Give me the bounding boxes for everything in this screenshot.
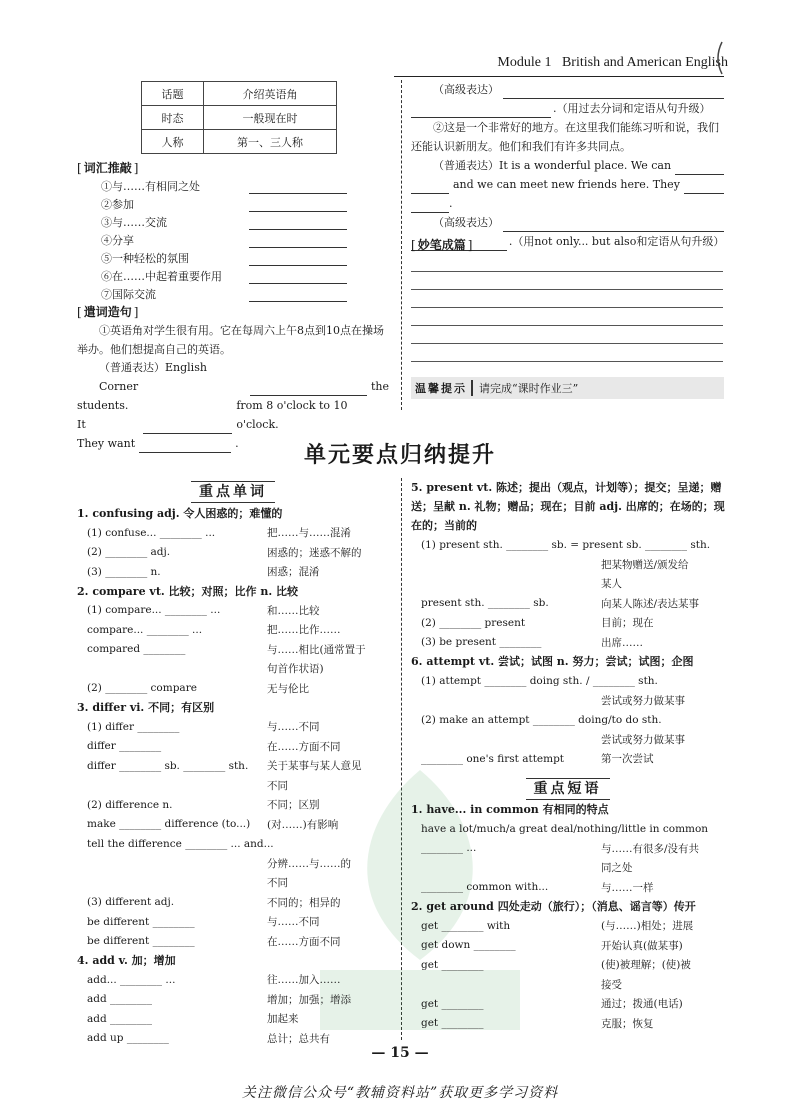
list-item: ⑥在……中起着重要作用	[101, 266, 351, 284]
list-item	[411, 671, 727, 691]
answer-blank[interactable]	[411, 184, 449, 194]
list-item: ④分享	[101, 230, 351, 248]
writing-line[interactable]	[411, 290, 723, 308]
key-phrases-heading: 重点短语	[411, 778, 724, 798]
list-item	[77, 815, 397, 835]
entry-english: ________ ...	[421, 842, 477, 855]
entry-chinese: 往……加入……	[267, 974, 341, 987]
list-item: ③与……交流	[101, 212, 351, 230]
entry-head: 3. differ vi. 不同；有区别	[77, 701, 215, 714]
table-cell: 一般现在时	[204, 106, 337, 130]
entry-english: (2) ________ compare	[87, 682, 197, 695]
entry-english: (2) ________ adj.	[87, 546, 171, 559]
list-item	[77, 523, 397, 543]
entry-chinese: 把……比作……	[267, 624, 341, 637]
entry-chinese: 与……一样	[601, 881, 654, 894]
answer-blank[interactable]	[249, 256, 347, 266]
info-table	[141, 81, 337, 154]
entry-english: (1) compare... ________ ...	[87, 604, 221, 617]
tip-label: 温馨提示	[411, 380, 473, 396]
entry-english: ________ common with...	[421, 881, 549, 894]
entry-english: add up ________	[87, 1032, 169, 1045]
entry-english: get ________ with	[421, 919, 511, 932]
entry-chinese: 关于某事与某人意见	[267, 760, 362, 773]
list-item: ⑤一种轻松的氛围	[101, 248, 351, 266]
list-item	[411, 535, 727, 555]
list-item	[77, 970, 397, 990]
list-item	[77, 854, 397, 874]
page-number: — 15 —	[371, 1045, 429, 1061]
entry-chinese: 困惑的；迷惑不解的	[267, 546, 362, 559]
list-item	[411, 691, 727, 711]
answer-blank[interactable]	[411, 108, 551, 118]
answer-blank[interactable]	[503, 222, 724, 232]
list-item	[411, 975, 727, 995]
entry-english: (3) different adj.	[87, 896, 175, 909]
column-divider-top	[401, 80, 402, 410]
entry-english: (2) difference n.	[87, 798, 173, 811]
sentence-prompt: ①英语角对学生很有用。它在每周六上午8点到10点在操场举办。他们想提高自己的英语。	[77, 324, 384, 356]
list-item	[77, 640, 397, 660]
key-words-heading: 重点单词	[77, 481, 389, 501]
entry-head: 2. get around 四处走动（旅行）；（消息、谣言等）传开	[411, 900, 696, 913]
entry-chinese: 和……比较	[267, 604, 320, 617]
entry-head: 1. have... in common 有相同的特点	[411, 803, 609, 816]
entry-chinese: 通过；拨通(电话)	[601, 998, 683, 1011]
list-item	[77, 737, 397, 757]
entry-english: (3) be present ________	[421, 636, 542, 649]
table-cell: 人称	[142, 130, 204, 154]
list-item	[77, 1009, 397, 1029]
entry-english: (2) ________ present	[421, 616, 526, 629]
left-entries	[77, 504, 397, 1048]
entry-chinese: 与……不同	[267, 916, 320, 929]
list-item	[77, 717, 397, 737]
list-item	[77, 776, 397, 796]
list-item	[411, 839, 727, 859]
entry-chinese: 尝试或努力做某事	[601, 733, 685, 746]
list-item	[411, 916, 727, 936]
entry-head: 6. attempt vt. 尝试；试图 n. 努力；尝试；试图；企图	[411, 655, 694, 668]
list-item	[77, 893, 397, 913]
right-entries	[411, 478, 727, 769]
entry-head: 1. confusing adj. 令人困惑的；难懂的	[77, 507, 283, 520]
writing-line[interactable]	[411, 272, 723, 290]
entry-english: add ________	[87, 993, 153, 1006]
writing-heading: [ 妙笔成篇 ]	[411, 236, 472, 253]
header-rule	[394, 76, 724, 77]
list-item	[77, 990, 397, 1010]
entry-english: differ ________ sb. ________ sth.	[87, 759, 249, 772]
right-exercises: （高级表达） .（用过去分词和定语从句升级） ②这是一个非常好的地方。在这里我们能练习听和说，我们还能认识新朋友。他们和我们有许多共同点。 （普通表达）It is a wonderful place. We can and we can meet new friends here. They . （高级表达） .（用not only... but also和定语从句升级）	[411, 80, 724, 251]
list-item: ⑦国际交流	[101, 284, 351, 302]
answer-blank[interactable]	[503, 89, 724, 99]
entry-chinese: 总计；总共有	[267, 1032, 330, 1045]
entry-chinese: 在……方面不同	[267, 740, 341, 753]
entry-chinese: 困惑；混淆	[267, 566, 320, 579]
table-cell: 话题	[142, 82, 204, 106]
answer-blank[interactable]	[249, 238, 347, 248]
entry-chinese: 第一次尝试	[601, 753, 654, 766]
entry-english: get down ________	[421, 939, 516, 952]
answer-blank[interactable]	[250, 386, 367, 396]
entry-chinese: 不同	[267, 779, 288, 792]
entry-english: be different ________	[87, 915, 195, 928]
footer-note: 关注微信公众号“教辅资料站”获取更多学习资料	[241, 1085, 559, 1101]
sentence-answer: （普通表达）English Corner the students. It from 8 o'clock to 10 o'clock. They want .	[77, 358, 389, 453]
entry-chinese: 分辨……与……的	[267, 857, 351, 870]
entry-head: 4. add v. 加；增加	[77, 954, 176, 967]
answer-blank[interactable]	[249, 202, 347, 212]
sentence-heading: [ 遣词造句 ]	[77, 303, 138, 320]
list-item	[411, 1014, 727, 1034]
list-item	[411, 858, 727, 878]
writing-line[interactable]	[411, 254, 723, 272]
list-item	[411, 555, 727, 575]
entry-chinese: 某人	[601, 578, 622, 591]
list-item	[77, 543, 397, 563]
list-item	[77, 562, 397, 582]
entry-english: ________ one's first attempt	[421, 752, 565, 765]
answer-blank[interactable]	[249, 220, 347, 230]
entry-english: make ________ difference (to...)	[87, 818, 251, 831]
list-item	[411, 994, 727, 1014]
entry-chinese: 无与伦比	[267, 682, 309, 695]
list-item	[411, 730, 727, 750]
writing-line[interactable]	[411, 308, 723, 326]
list-item	[77, 932, 397, 952]
module-label: Module 1	[497, 55, 552, 70]
entry-chinese: 增加；加强；增添	[267, 993, 351, 1006]
entry-english: tell the difference ________ ... and...	[87, 837, 274, 850]
vocab-list	[101, 176, 351, 302]
table-cell: 介绍英语角	[204, 82, 337, 106]
list-item	[411, 955, 727, 975]
list-item	[411, 878, 727, 898]
list-item: ①与……有相同之处	[101, 176, 351, 194]
table-row	[142, 82, 337, 106]
writing-line[interactable]	[411, 326, 723, 344]
entry-english: get ________	[421, 958, 484, 971]
table-row	[142, 106, 337, 130]
list-item	[411, 633, 727, 653]
list-item	[77, 679, 397, 699]
entry-chinese: 开始认真(做某事)	[601, 939, 683, 952]
entry-chinese: (对……)有影响	[267, 818, 339, 831]
entry-chinese: 尝试或努力做某事	[601, 694, 685, 707]
entry-chinese: 接受	[601, 978, 622, 991]
list-item	[77, 795, 397, 815]
entry-chinese: (与……)相处；进展	[601, 920, 694, 933]
entry-chinese: 目前；现在	[601, 617, 654, 630]
entry-chinese: 把某物赠送/颁发给	[601, 558, 689, 571]
list-item	[77, 659, 397, 679]
table-cell: 第一、三人称	[204, 130, 337, 154]
list-item	[411, 936, 727, 956]
list-item	[77, 756, 397, 776]
vocab-heading: [ 词汇推敲 ]	[77, 159, 138, 176]
list-item	[77, 620, 397, 640]
entry-chinese: 把……与……混淆	[267, 527, 351, 540]
entry-english: add ________	[87, 1012, 153, 1025]
table-cell: 时态	[142, 106, 204, 130]
entry-chinese: 出席……	[601, 636, 643, 649]
entry-english: (1) present sth. ________ sb. = present sb. ________ sth.	[421, 538, 711, 551]
entry-english: (3) ________ n.	[87, 565, 161, 578]
header-bracket-icon	[712, 40, 726, 76]
answer-blank[interactable]	[249, 274, 347, 284]
answer-blank[interactable]	[249, 292, 347, 302]
entry-english: compared ________	[87, 643, 186, 656]
writing-line[interactable]	[411, 344, 723, 362]
entry-chinese: 同之处	[601, 862, 633, 875]
entry-chinese: 克服；恢复	[601, 1017, 654, 1030]
writing-area[interactable]	[411, 254, 723, 362]
answer-blank[interactable]	[684, 184, 724, 194]
page-title: 单元要点归纳提升	[303, 443, 496, 468]
entry-chinese: 在……方面不同	[267, 935, 341, 948]
entry-english: be different ________	[87, 935, 195, 948]
list-item	[411, 613, 727, 633]
module-title: British and American English	[561, 55, 728, 70]
entry-head: 5. present vt. 陈述；提出（观点，计划等）；提交；呈递；赠送；呈献 n. 礼物；赠品；现在；目前 adj. 出席的；在场的；现在的；当前的	[411, 481, 725, 532]
entry-english: (1) attempt ________ doing sth. / ________ sth.	[421, 674, 658, 687]
list-item	[411, 574, 727, 594]
table-row	[142, 130, 337, 154]
entry-chinese: 向某人陈述/表达某事	[601, 597, 700, 610]
answer-blank[interactable]	[143, 424, 232, 434]
list-item	[77, 834, 397, 854]
entry-english: (1) confuse... ________ ...	[87, 526, 216, 539]
page-header	[497, 55, 728, 71]
answer-blank[interactable]	[675, 165, 724, 175]
list-item	[411, 819, 727, 839]
answer-blank[interactable]	[411, 203, 449, 213]
list-item: ②参加	[101, 194, 351, 212]
entry-english: differ ________	[87, 740, 162, 753]
tip-text: 请完成“课时作业三”	[479, 382, 579, 395]
entry-chinese: (使)被理解；(使)被	[601, 959, 691, 972]
entry-head: 2. compare vt. 比较；对照；比作 n. 比较	[77, 584, 299, 598]
entry-chinese: 与……有很多/没有共	[601, 842, 700, 855]
entry-chinese: 与……不同	[267, 721, 320, 734]
list-item	[411, 594, 727, 614]
entry-english: (1) differ ________	[87, 720, 180, 733]
list-item	[77, 601, 397, 621]
entry-english: get ________	[421, 1017, 484, 1030]
entry-english: have a lot/much/a great deal/nothing/little in common	[421, 822, 709, 835]
entry-chinese: 句首作状语)	[267, 663, 324, 676]
list-item	[411, 710, 727, 730]
list-item	[77, 912, 397, 932]
entry-chinese: 加起来	[267, 1013, 299, 1026]
entry-chinese: 不同；区别	[267, 799, 320, 812]
entry-chinese: 不同的；相异的	[267, 896, 341, 909]
entry-english: get ________	[421, 997, 484, 1010]
tip-banner	[411, 377, 724, 399]
right-phrase-entries	[411, 800, 727, 1033]
list-item	[77, 873, 397, 893]
entry-english: add... ________ ...	[87, 973, 176, 986]
entry-chinese: 与……相比(通常置于	[267, 643, 366, 656]
list-item	[411, 749, 727, 769]
entry-english: present sth. ________ sb.	[421, 597, 549, 610]
entry-english: (2) make an attempt ________ doing/to do sth.	[421, 713, 662, 726]
entry-english: compare... ________ ...	[87, 623, 203, 636]
answer-blank[interactable]	[249, 184, 347, 194]
entry-chinese: 不同	[267, 877, 288, 890]
